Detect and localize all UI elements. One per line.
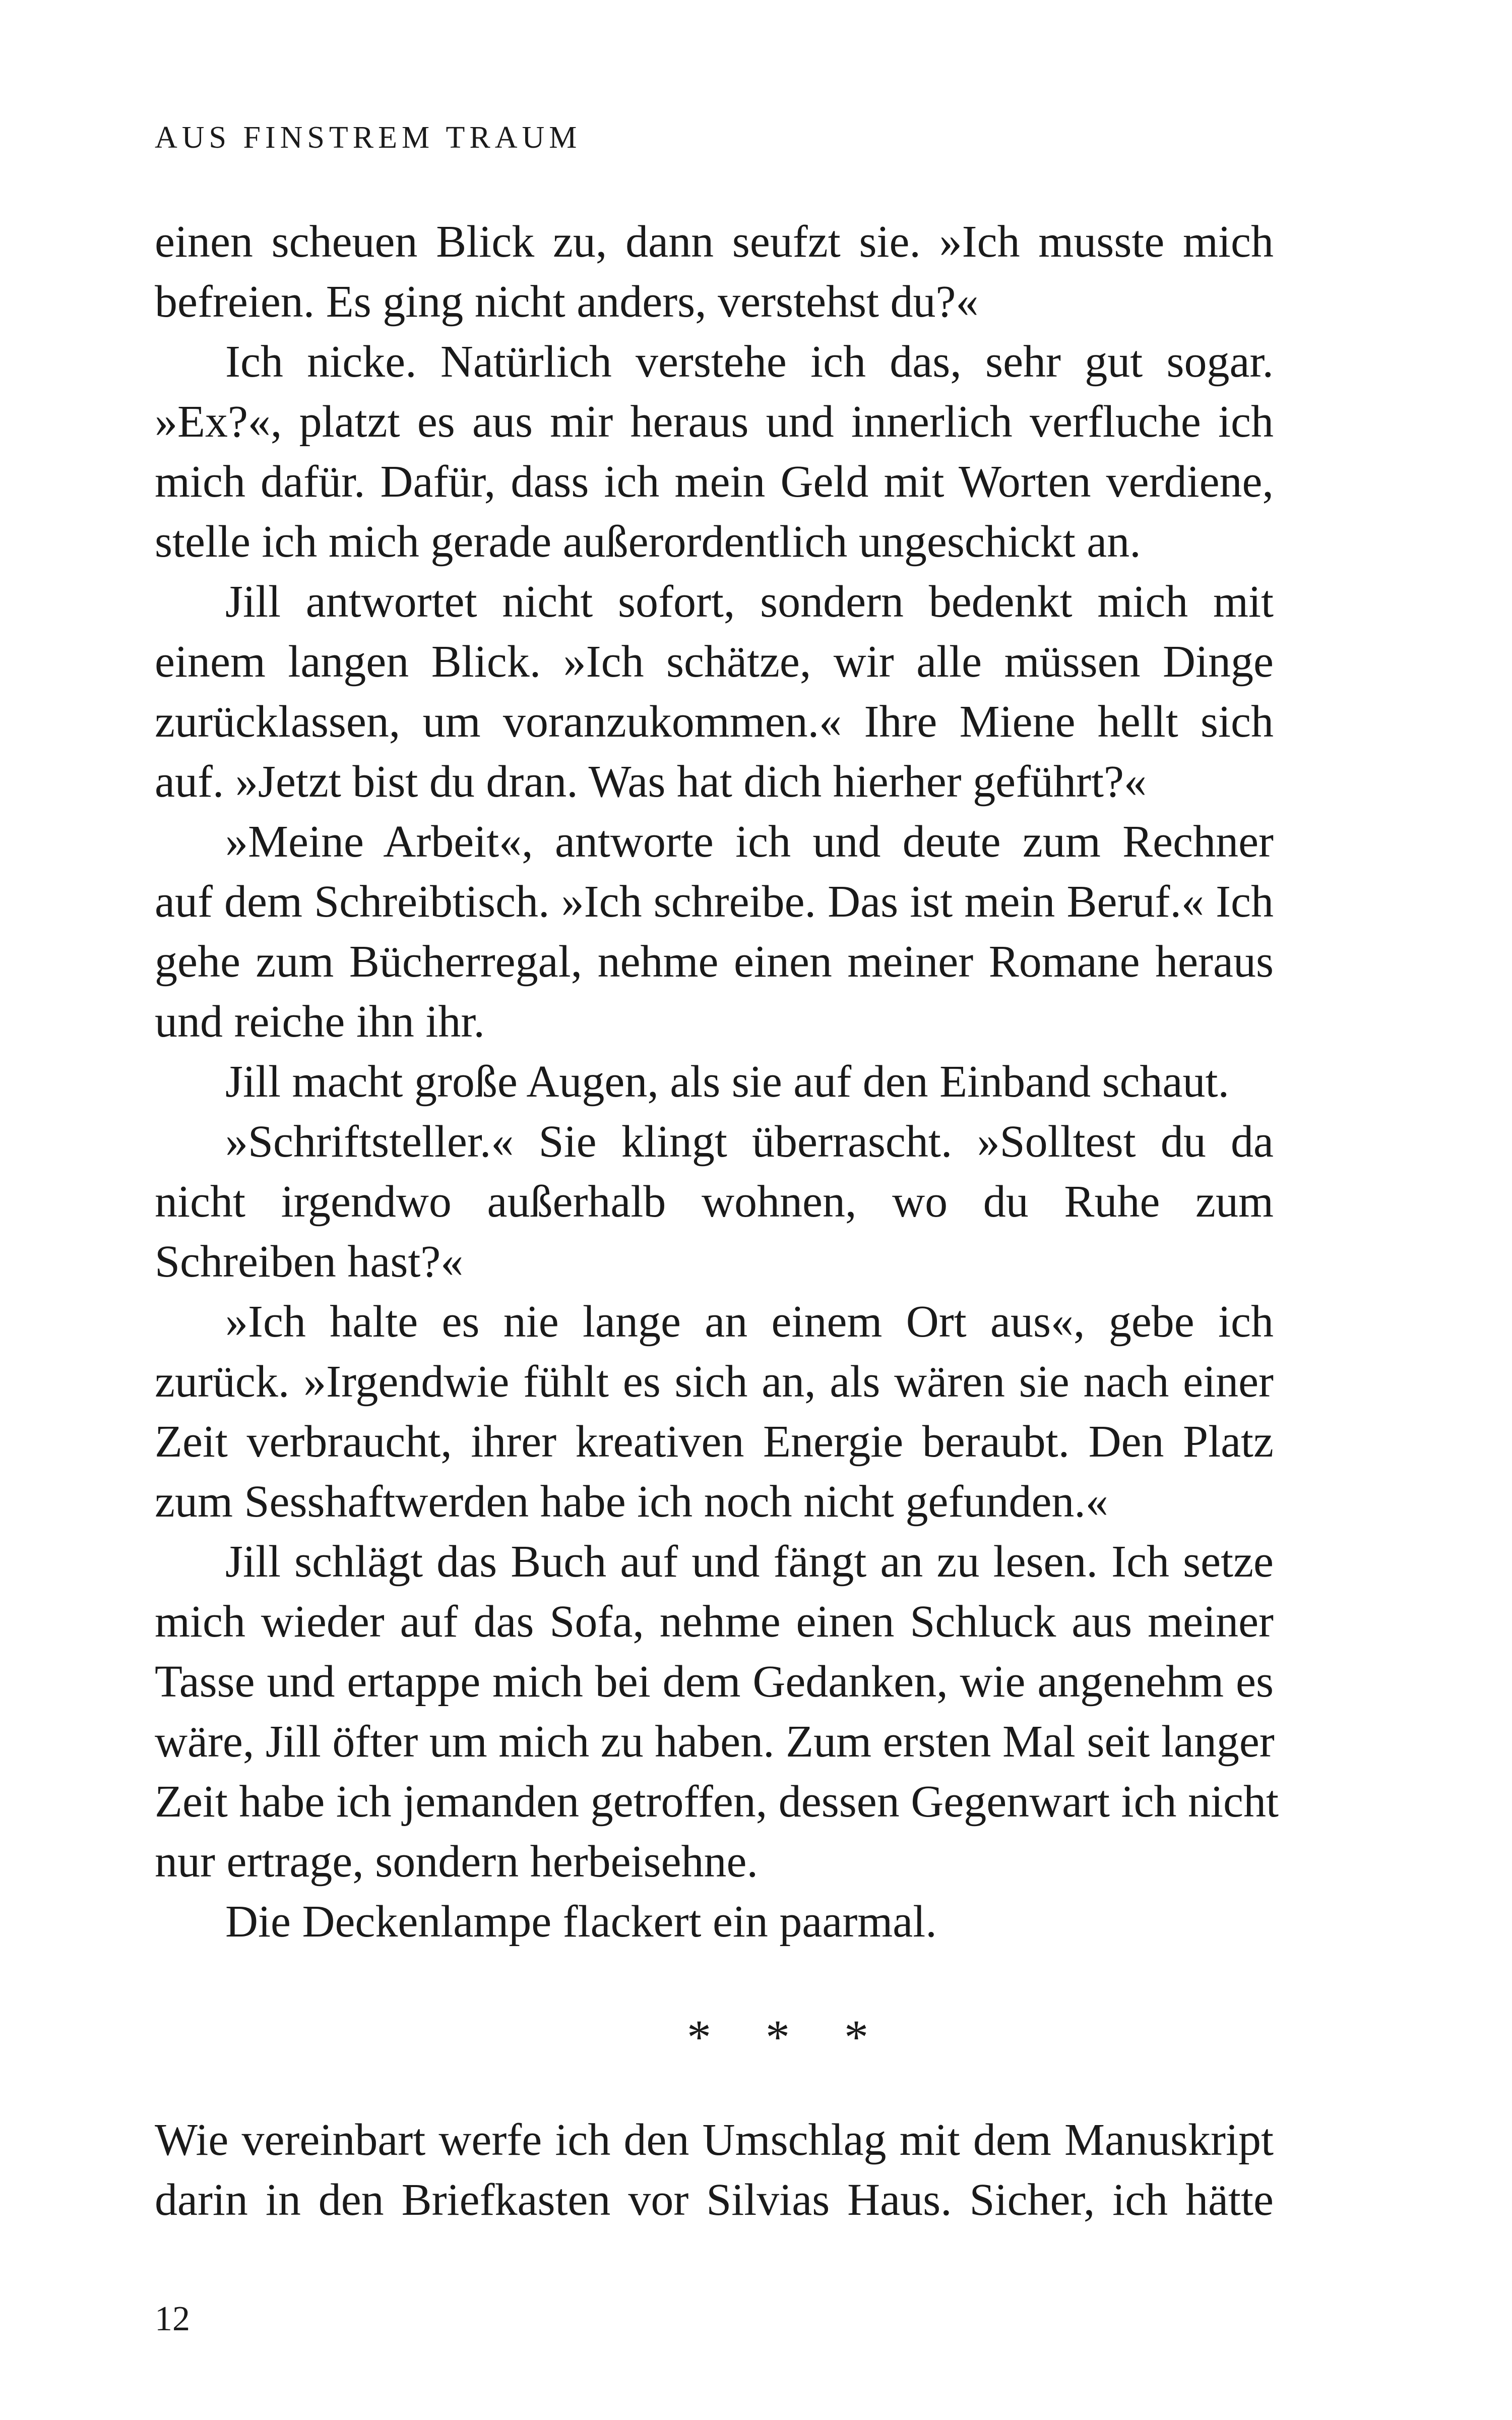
text-line: nur ertrage, sondern herbeisehne. xyxy=(155,1837,758,1887)
text-line: Jill macht große Augen, als sie auf den Einband schaut. xyxy=(225,1057,1229,1107)
text-line: »Schriftsteller.« Sie klingt überrascht. »Solltest du da xyxy=(225,1117,1274,1167)
text-line: auf dem Schreibtisch. »Ich schreibe. Das ist mein Beruf.« Ich xyxy=(155,877,1274,927)
text-line: zurücklassen, um voranzukommen.« Ihre Miene hellt sich xyxy=(155,697,1274,747)
text-line: befreien. Es ging nicht anders, verstehst du?« xyxy=(155,277,979,327)
text-line: »Meine Arbeit«, antworte ich und deute zum Rechner xyxy=(225,817,1274,867)
text-line: Die Deckenlampe flackert ein paarmal. xyxy=(225,1897,937,1947)
text-line: auf. »Jetzt bist du dran. Was hat dich hierher geführt?« xyxy=(155,757,1147,807)
text-line: Schreiben hast?« xyxy=(155,1237,464,1287)
text-line: stelle ich mich gerade außerordentlich ungeschickt an. xyxy=(155,517,1141,567)
text-line: »Ich halte es nie lange an einem Ort aus«, gebe ich xyxy=(225,1297,1274,1347)
text-line: Ich nicke. Natürlich verstehe ich das, sehr gut sogar. xyxy=(225,337,1274,387)
text-line: »Ex?«, platzt es aus mir heraus und innerlich verfluche ich xyxy=(155,397,1274,447)
text-line: Jill antwortet nicht sofort, sondern bedenkt mich mit xyxy=(225,577,1274,627)
page-number: 12 xyxy=(155,2300,190,2338)
text-line: nicht irgendwo außerhalb wohnen, wo du Ruhe zum xyxy=(155,1177,1274,1227)
text-line: zum Sesshaftwerden habe ich noch nicht gefunden.« xyxy=(155,1477,1108,1527)
text-line: Jill schlägt das Buch auf und fängt an zu lesen. Ich setze xyxy=(225,1537,1274,1587)
text-line: Tasse und ertappe mich bei dem Gedanken, wie angenehm es xyxy=(155,1657,1274,1707)
text-line: Zeit verbraucht, ihrer kreativen Energie beraubt. Den Platz xyxy=(155,1417,1274,1467)
text-line: zurück. »Irgendwie fühlt es sich an, als wären sie nach einer xyxy=(155,1357,1274,1407)
text-line: wäre, Jill öfter um mich zu haben. Zum ersten Mal seit langer xyxy=(155,1717,1275,1767)
scene-break: * * * xyxy=(687,2010,890,2064)
text-line: Wie vereinbart werfe ich den Umschlag mit dem Manuskript xyxy=(155,2115,1274,2165)
running-head: AUS FINSTREM TRAUM xyxy=(155,120,582,155)
text-line: Zeit habe ich jemanden getroffen, dessen Gegenwart ich nicht xyxy=(155,1777,1279,1827)
text-line: mich wieder auf das Sofa, nehme einen Schluck aus meiner xyxy=(155,1597,1274,1647)
text-line: und reiche ihn ihr. xyxy=(155,997,485,1047)
text-line: gehe zum Bücherregal, nehme einen meiner Romane heraus xyxy=(155,937,1274,987)
body-text-section-2 xyxy=(155,2110,1274,2230)
text-line: mich dafür. Dafür, dass ich mein Geld mit Worten verdiene, xyxy=(155,457,1274,507)
body-text-section-1 xyxy=(155,212,1279,1952)
text-line: einem langen Blick. »Ich schätze, wir alle müssen Dinge xyxy=(155,637,1274,687)
text-line: darin in den Briefkasten vor Silvias Haus. Sicher, ich hätte xyxy=(155,2175,1274,2225)
text-line: einen scheuen Blick zu, dann seufzt sie. »Ich musste mich xyxy=(155,217,1274,267)
